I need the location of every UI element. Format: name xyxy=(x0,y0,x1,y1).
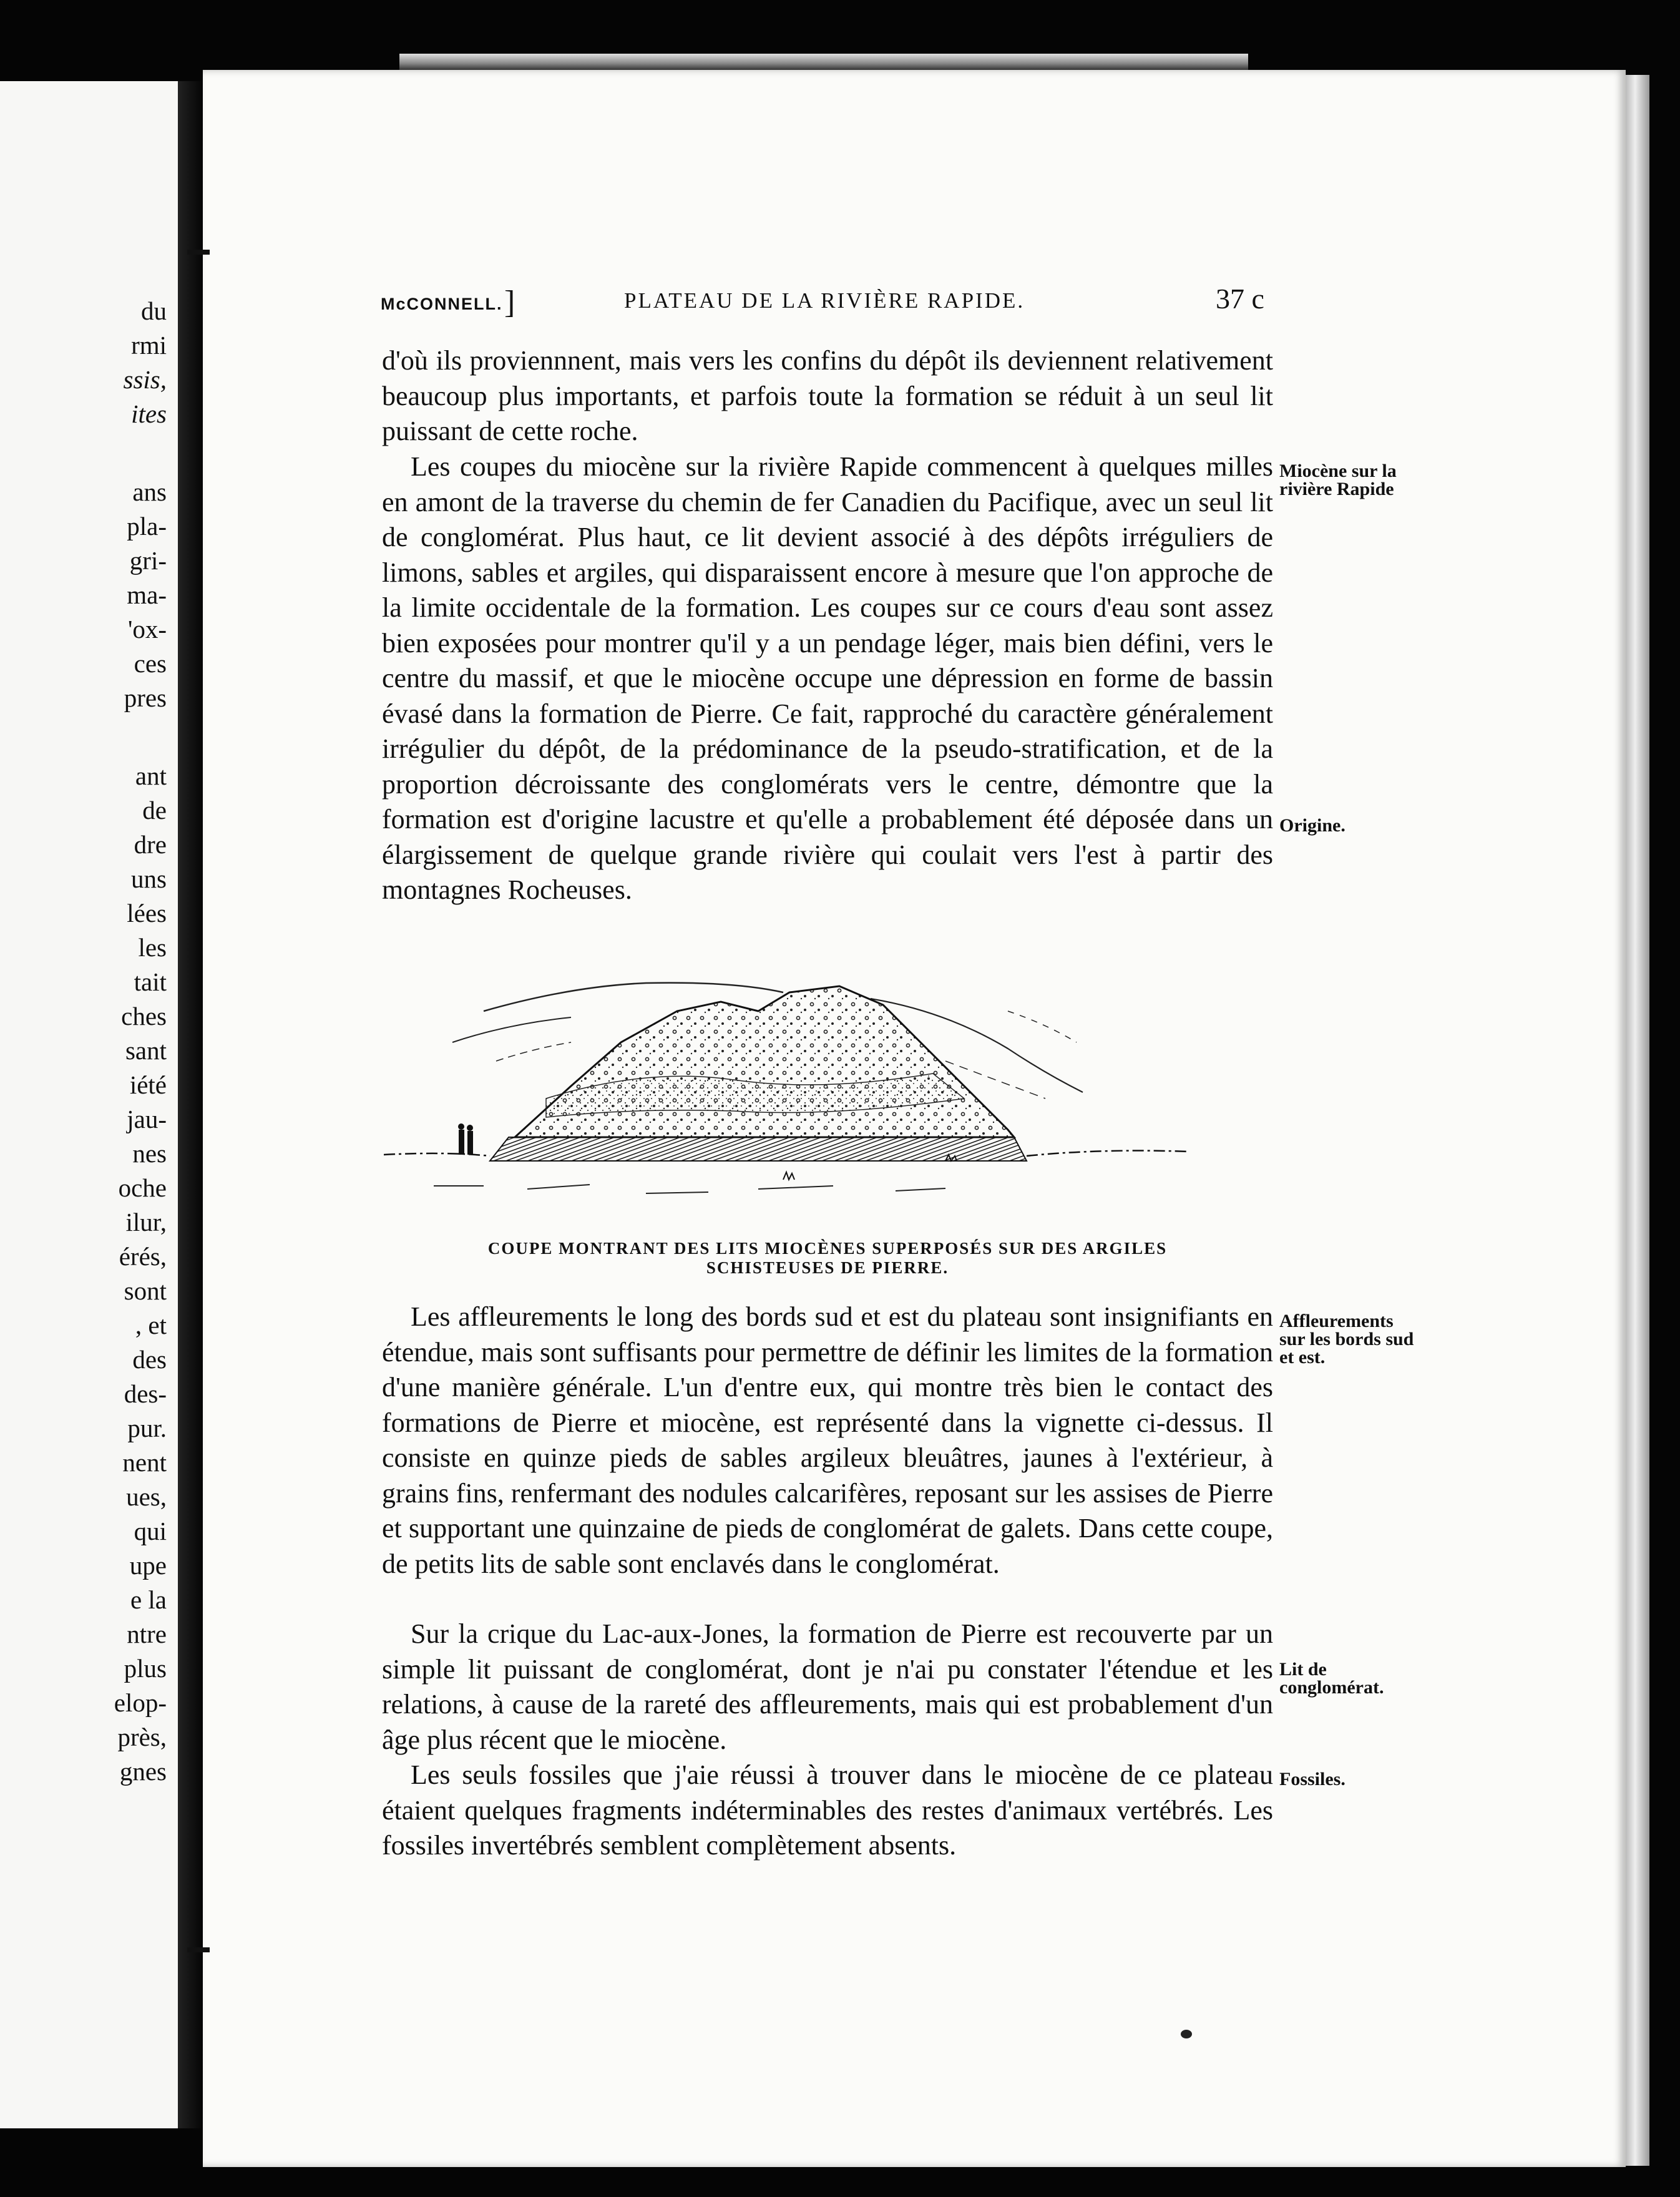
left-page-text-fragment: ma- xyxy=(127,580,167,609)
paragraph: Les coupes du miocène sur la rivière Rapide commencent à quelques milles en amont de la traverse du chemin de fer Canadien du Pacifique, avec un seul lit de conglomérat. Plus haut, ce lit devient associé à des dépôts irréguliers de limons, sables et argiles, qui disparaissent encore à mesure que l'on approche de la limite occidentale de la formation. Les coupes sur ce cours d'eau sont assez bien exposées pour montrer qu'il y a un pendage léger, mais bien défini, vers le centre du massif, et que le miocène occupe une dépression en forme de bassin évasé dans la formation de Pierre. Ce fait, rapproché du caractère généralement irrégulier du dépôt, de la prédominance de la pseudo-stratification, et de la proportion décroissante des conglomérats vers le centre, démontre que la formation est d'origine lacustre et qu'elle a probablement été déposée dans un élargissement de quelque grande rivière qui coulait vers l'est à partir des montagnes Rocheuses. xyxy=(382,451,1273,905)
left-page-text-fragment: ans xyxy=(132,477,167,506)
left-page-text-fragment: des xyxy=(132,1345,167,1374)
left-page-text-fragment: dre xyxy=(134,830,167,859)
left-page-text-fragment: 'ox- xyxy=(127,615,167,643)
sidenote-affleurements: Affleurements sur les bords sud et est. xyxy=(1279,1311,1414,1368)
left-page-text-fragment: ches xyxy=(121,1002,167,1030)
left-page-text-fragment: gri- xyxy=(129,546,167,575)
sidenote-conglomerat: Lit de conglomérat. xyxy=(1279,1659,1384,1698)
left-page-text-fragment: du xyxy=(141,296,167,325)
book-gutter xyxy=(178,81,203,2128)
geological-section-illustration xyxy=(384,974,1251,1217)
left-facing-page xyxy=(0,81,178,2128)
sidenote-origine: Origine. xyxy=(1279,815,1345,836)
left-page-text-fragment: pres xyxy=(124,683,167,712)
left-page-text-fragment: jau- xyxy=(127,1105,167,1133)
left-page-text-fragment: ces xyxy=(134,649,167,678)
binding-marker xyxy=(187,250,210,255)
left-page-text-fragment: , et xyxy=(135,1311,167,1339)
sidenote-miocene: Miocène sur la rivière Rapide xyxy=(1279,461,1397,499)
left-page-text-fragment: tait xyxy=(134,967,167,996)
left-page-text-fragment: iété xyxy=(129,1070,167,1099)
left-page-text-fragment: ites xyxy=(131,399,167,428)
left-page-text-fragment: oche xyxy=(118,1173,167,1202)
left-page-text-fragment: ilur, xyxy=(125,1208,167,1236)
left-page-text-fragment: ntre xyxy=(127,1620,167,1648)
left-page-text-fragment: sont xyxy=(124,1276,167,1305)
paragraph: Sur la crique du Lac-aux-Jones, la formation de Pierre est recouverte par un simple lit puissant de conglomérat, dont je n'ai pu constater l'étendue et les relations, à cause de la rareté des affleurements, mais qui est probablement d'un âge plus récent que le miocène. xyxy=(382,1618,1273,1755)
left-page-text-fragment: nes xyxy=(132,1139,167,1168)
figure-caption xyxy=(382,1239,1273,1278)
running-header-bracket: ] xyxy=(504,285,515,320)
left-page-text-fragment: pur. xyxy=(127,1414,167,1442)
paragraph: Les affleurements le long des bords sud et est du plateau sont insignifiants en étendue, mais sont suffisants pour permettre de définir les limites de la formation d'une manière générale. L'un d'entre eux, qui montre très bien le contact des formations de Pierre et miocène, est représenté dans la vignette ci-dessus. Il consiste en quinze pieds de sables argileux bleuâtres, jaunes à l'extérieur, à grains fins, renfermant des nodules calcarifères, reposant sur les assises de Pierre et supportant une quinzaine de pieds de conglomérat de galets. Dans cette coupe, de petits lits de sable sont enclavés dans le conglomérat. xyxy=(382,1301,1273,1579)
left-page-text-fragment: gnes xyxy=(119,1757,167,1786)
left-page-text-fragment: uns xyxy=(131,864,167,893)
left-page-text-fragment: e la xyxy=(130,1585,167,1614)
running-header-title: PLATEAU DE LA RIVIÈRE RAPIDE. xyxy=(624,288,1025,313)
left-page-text-fragment: nent xyxy=(122,1448,167,1477)
running-header-author: McCONNELL. xyxy=(381,295,503,313)
figure-caption-line: COUPE MONTRANT DES LITS MIOCÈNES SUPERPOSÉS SUR DES ARGILES xyxy=(487,1239,1168,1258)
paragraph: d'où ils proviennnent, mais vers les confins du dépôt ils deviennent relativement beaucoup plus importants, et parfois toute la formation se réduit à un seul lit puissant de cette roche. xyxy=(382,345,1273,446)
left-page-text-fragment: ssis, xyxy=(123,365,167,394)
book-top-edge xyxy=(399,54,1248,70)
left-page-text-fragment: près, xyxy=(117,1723,167,1751)
left-page-text-fragment: les xyxy=(138,933,167,962)
figure-caption-line: SCHISTEUSES DE PIERRE. xyxy=(706,1258,949,1277)
left-page-text-fragment: upe xyxy=(129,1551,167,1580)
left-page-text-fragment: ues, xyxy=(126,1482,167,1511)
left-page-text-fragment: sant xyxy=(125,1036,167,1065)
left-page-text-fragment: qui xyxy=(134,1517,167,1545)
left-page-text-fragment: lées xyxy=(127,899,167,927)
left-page-text-fragment: érés, xyxy=(119,1242,167,1271)
binding-marker xyxy=(187,1947,210,1952)
page-number: 37 c xyxy=(1216,283,1264,315)
left-page-text-fragment: pla- xyxy=(127,512,167,541)
ink-speck xyxy=(1181,2030,1192,2038)
left-page-text-fragment: de xyxy=(142,796,167,824)
sidenote-fossiles: Fossiles. xyxy=(1279,1769,1345,1789)
left-page-text-fragment: rmi xyxy=(131,331,167,360)
page-edge xyxy=(1626,75,1649,2166)
left-page-text-fragment: plus xyxy=(124,1654,167,1683)
paragraph: Les seuls fossiles que j'aie réussi à trouver dans le miocène de ce plateau étaient quelques fragments indéterminables des restes d'animaux vertébrés. Les fossiles invertébrés semblent complètement absents. xyxy=(382,1759,1273,1861)
left-page-text-fragment: ant xyxy=(135,761,167,790)
left-page-text-fragment: elop- xyxy=(114,1688,167,1717)
left-page-text-fragment: des- xyxy=(124,1379,167,1408)
